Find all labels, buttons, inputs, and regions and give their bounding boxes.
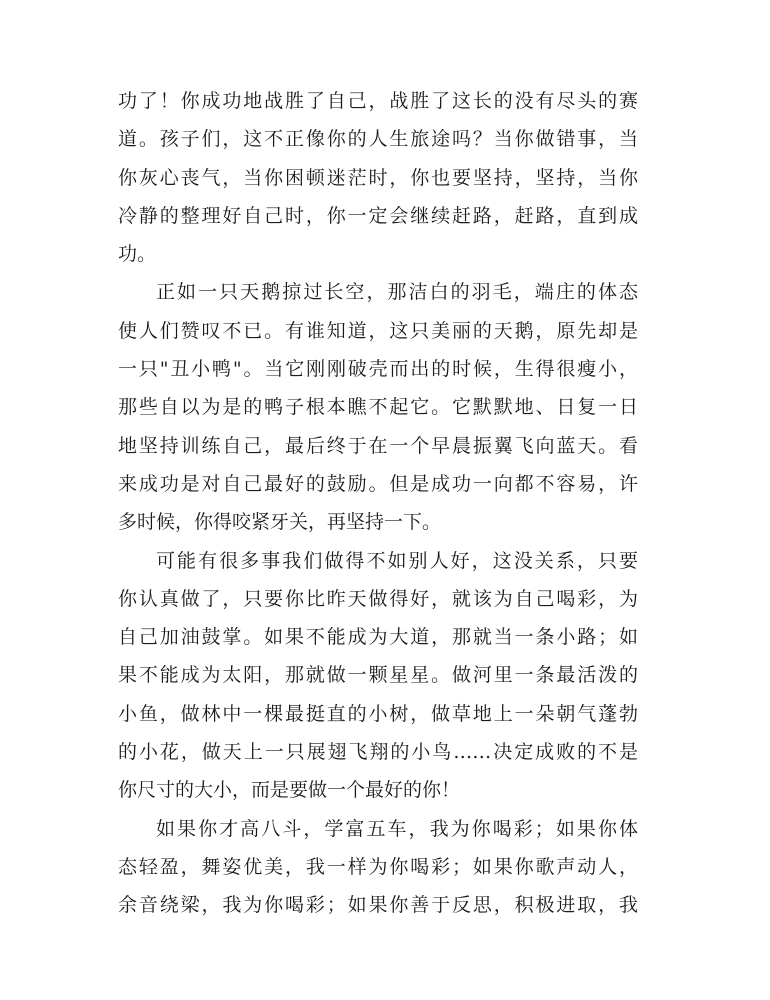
text-line: 你灰心丧气，当你困顿迷茫时，你也要坚持，坚持，当你: [118, 166, 638, 189]
text-line: 道。孩子们，这不正像你的人生旅途吗？当你做错事，当: [118, 128, 638, 151]
text-line: 功。: [118, 243, 157, 266]
text-line: 你认真做了，只要你比昨天做得好，就该为自己喝彩，为: [118, 587, 638, 610]
paragraph-first-line: 正如一只天鹅掠过长空，那洁白的羽毛，端庄的体态: [156, 281, 638, 304]
text-line: 使人们赞叹不已。有谁知道，这只美丽的天鹅，原先却是: [118, 319, 638, 342]
text-line: 的小花，做天上一只展翅飞翔的小鸟……决定成败的不是: [118, 741, 638, 764]
text-line: 余音绕梁，我为你喝彩；如果你善于反思，积极进取，我: [118, 894, 638, 917]
text-line: 小鱼，做林中一棵最挺直的小树，做草地上一朵朝气蓬勃: [118, 702, 638, 725]
text-line: 自己加油鼓掌。如果不能成为大道，那就当一条小路；如: [118, 626, 638, 649]
text-line: 来成功是对自己最好的鼓励。但是成功一向都不容易，许: [118, 472, 638, 495]
paragraph-first-line: 如果你才高八斗，学富五车，我为你喝彩；如果你体: [156, 817, 638, 840]
paragraph-first-line: 可能有很多事我们做得不如别人好，这没关系，只要: [156, 549, 638, 572]
text-line: 多时候，你得咬紧牙关，再坚持一下。: [118, 511, 442, 534]
text-line: 冷静的整理好自己时，你一定会继续赶路，赶路，直到成: [118, 204, 638, 227]
text-line: 功了！你成功地战胜了自己，战胜了这长的没有尽头的赛: [118, 90, 638, 112]
text-line: 地坚持训练自己，最后终于在一个早晨振翼飞向蓝天。看: [118, 434, 638, 457]
text-line: 态轻盈，舞姿优美，我一样为你喝彩；如果你歌声动人，: [118, 855, 638, 878]
text-line: 你尺寸的大小，而是要做一个最好的你！: [118, 779, 461, 802]
text-line: 果不能成为太阳，那就做一颗星星。做河里一条最活泼的: [118, 664, 638, 687]
text-line: 一只"丑小鸭"。当它刚刚破壳而出的时候，生得很瘦小，: [118, 358, 638, 381]
text-line: 那些自以为是的鸭子根本瞧不起它。它默默地、日复一日: [118, 396, 638, 419]
body-text: [118, 82, 638, 925]
